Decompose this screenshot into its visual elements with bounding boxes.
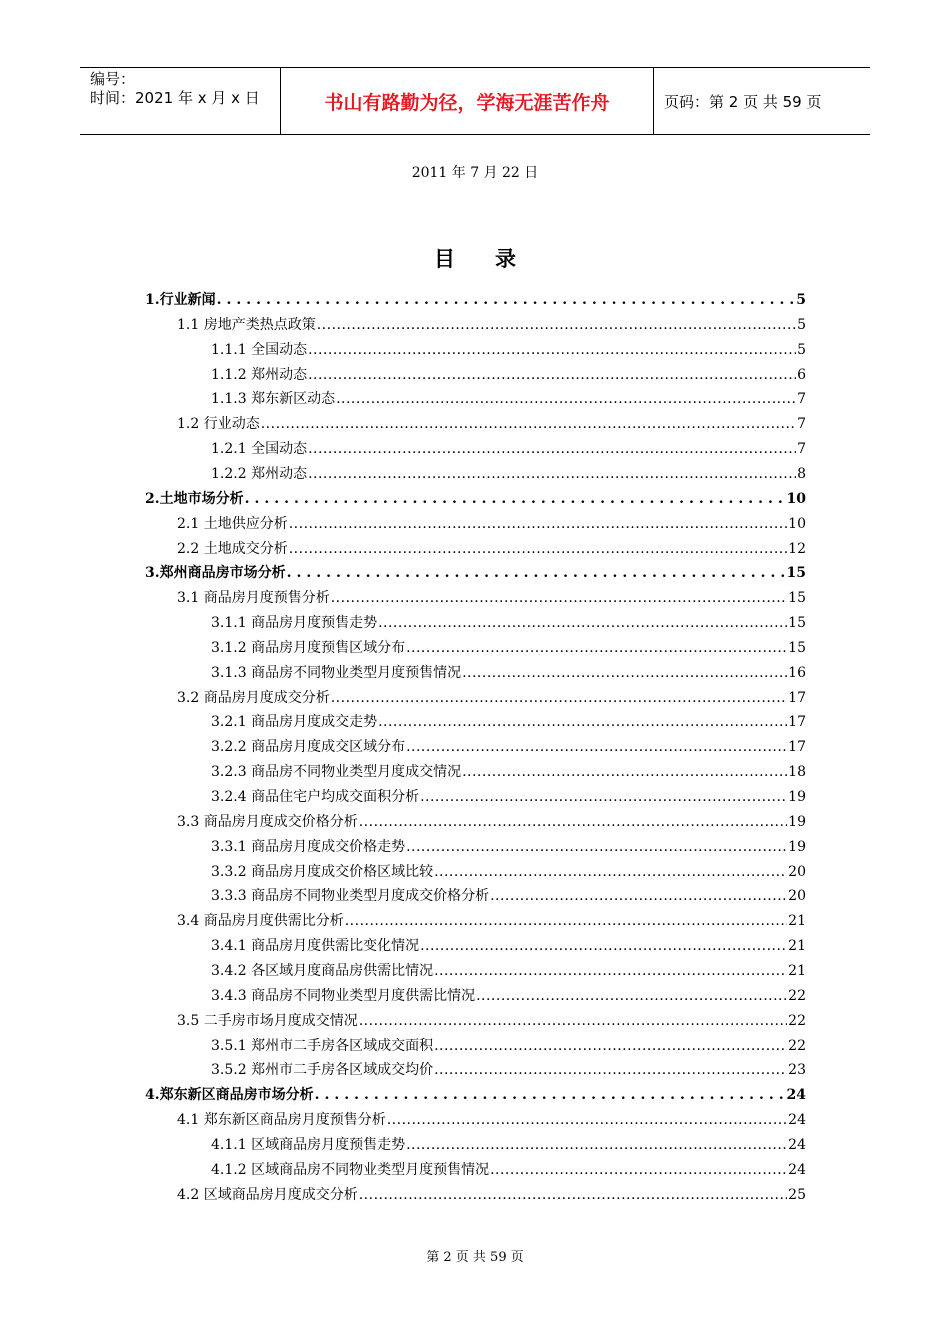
toc-entry-label: 3.5 二手房市场月度成交情况 (177, 1012, 358, 1029)
toc-entry[interactable] (211, 858, 806, 882)
toc-entry[interactable] (177, 684, 806, 708)
toc-entry[interactable] (211, 1032, 806, 1056)
toc-entry-label: 3.2.2 商品房月度成交区域分布 (211, 739, 406, 756)
toc-leader-dots (378, 712, 787, 732)
toc-entry-label: 1.2 行业动态 (177, 416, 260, 433)
toc-entry[interactable] (211, 982, 806, 1006)
toc-entry[interactable] (211, 460, 806, 484)
toc-entry-label: 3.3 商品房月度成交价格分析 (177, 813, 358, 830)
toc-entry-page: 15 (786, 565, 806, 582)
toc-entry-page: 22 (788, 1012, 806, 1029)
toc-entry-page: 17 (788, 689, 806, 706)
toc-entry-page: 5 (797, 341, 806, 358)
toc-entry-page: 7 (797, 391, 806, 408)
toc-entry-page: 15 (788, 615, 806, 632)
toc-leader-dots (308, 464, 796, 484)
toc-entry-label: 4.2 区域商品房月度成交分析 (177, 1186, 358, 1203)
toc-entry-label: 1.1 房地产类热点政策 (177, 316, 316, 333)
toc-entry-label: 3.1.2 商品房月度预售区域分布 (211, 639, 406, 656)
toc-entry-label: 3.5.1 郑州市二手房各区域成交面积 (211, 1037, 434, 1054)
toc-entry-label: 3.3.2 商品房月度成交价格区域比较 (211, 863, 434, 880)
toc-leader-dots (331, 588, 787, 608)
toc-entry-label: 3.4.2 各区域月度商品房供需比情况 (211, 962, 434, 979)
toc-entry[interactable] (211, 609, 806, 633)
toc-entry-label: 3.4.1 商品房月度供需比变化情况 (211, 938, 420, 955)
toc-leader-dots (434, 1060, 787, 1080)
toc-entry-page: 18 (788, 764, 806, 781)
toc-leader-dots (490, 1160, 787, 1180)
toc-leader-dots (434, 862, 787, 882)
toc-entry[interactable] (211, 932, 806, 956)
toc-entry-page: 20 (788, 888, 806, 905)
toc-entry-page: 23 (788, 1062, 806, 1079)
toc-title: 目录 (434, 246, 556, 271)
toc-leader-dots (359, 812, 787, 832)
toc-leader-dots (387, 1110, 787, 1130)
toc-entry[interactable] (177, 410, 806, 434)
toc-leader-dots (359, 1185, 787, 1205)
toc-leader-dots (287, 563, 786, 583)
toc-entry[interactable] (177, 510, 806, 534)
toc-entry-page: 20 (788, 863, 806, 880)
toc-entry-label: 3.4.3 商品房不同物业类型月度供需比情况 (211, 987, 476, 1004)
toc-entry[interactable] (211, 758, 806, 782)
toc-entry-page: 24 (788, 1136, 806, 1153)
toc-entry[interactable] (177, 584, 806, 608)
number-label: 编号： (90, 70, 136, 88)
toc-entry[interactable] (211, 833, 806, 857)
toc-entry-page: 5 (796, 292, 806, 308)
toc-entry-label: 3.2.3 商品房不同物业类型月度成交情况 (211, 764, 462, 781)
toc-entry-label: 3.1.1 商品房月度预售走势 (211, 615, 378, 632)
toc-entry[interactable] (145, 559, 806, 583)
toc-entry-label: 1.1.1 全国动态 (211, 341, 308, 358)
toc-entry[interactable] (177, 808, 806, 832)
toc-entry-page: 21 (788, 962, 806, 979)
toc-entry-label: 3.5.2 郑州市二手房各区域成交均价 (211, 1062, 434, 1079)
toc-entry-label: 1.行业新闻 (145, 292, 216, 308)
toc-entry-page: 7 (797, 441, 806, 458)
toc-entry-label: 3.2.1 商品房月度成交走势 (211, 714, 378, 731)
toc-entry-label: 3.3.3 商品房不同物业类型月度成交价格分析 (211, 888, 490, 905)
toc-entry-label: 1.2.2 郑州动态 (211, 465, 308, 482)
toc-entry[interactable] (211, 733, 806, 757)
toc-entry-page: 5 (797, 316, 806, 333)
toc-leader-dots (434, 961, 787, 981)
toc-entry[interactable] (145, 1081, 806, 1105)
page-footer: 第 2 页 共 59 页 (426, 1250, 524, 1265)
toc-entry-page: 19 (788, 813, 806, 830)
toc-leader-dots (490, 886, 787, 906)
toc-entry[interactable] (211, 385, 806, 409)
toc-entry[interactable] (211, 1131, 806, 1155)
toc-leader-dots (420, 936, 787, 956)
toc-entry-page: 16 (788, 664, 806, 681)
toc-entry-label: 3.2.4 商品住宅户均成交面积分析 (211, 789, 420, 805)
toc-entry-label: 2.2 土地成交分析 (177, 540, 288, 557)
toc-leader-dots (359, 1011, 787, 1031)
toc-entry[interactable] (211, 708, 806, 732)
toc-entry-label: 1.2.1 全国动态 (211, 441, 308, 458)
toc-entry[interactable] (211, 783, 806, 807)
toc-entry-page: 24 (786, 1087, 806, 1104)
toc-leader-dots (289, 514, 787, 534)
toc-entry-label: 3.2 商品房月度成交分析 (177, 689, 330, 706)
toc-entry[interactable] (145, 485, 806, 509)
toc-entry[interactable] (177, 1181, 806, 1205)
toc-entry-page: 10 (788, 515, 806, 532)
toc-leader-dots (378, 613, 787, 633)
toc-entry[interactable] (177, 1007, 806, 1031)
toc-leader-dots (406, 837, 787, 857)
toc-entry-page: 24 (788, 1161, 806, 1178)
toc-leader-dots (245, 489, 786, 509)
toc-entry-page: 8 (797, 465, 806, 482)
toc-entry[interactable] (211, 1156, 806, 1180)
toc-entry-label: 1.1.2 郑州动态 (211, 366, 308, 383)
toc-leader-dots (406, 1135, 787, 1155)
toc-entry[interactable] (177, 907, 806, 931)
toc-entry[interactable] (211, 634, 806, 658)
header-page-info: 页码：第 2 页 共 59 页 (664, 92, 822, 111)
toc-entry-label: 2.土地市场分析 (145, 490, 244, 507)
toc-entry-label: 4.1.1 区域商品房月度预售走势 (211, 1136, 406, 1153)
toc-entry-page: 21 (788, 938, 806, 955)
toc-leader-dots (315, 1085, 786, 1105)
toc-entry-page: 7 (797, 416, 806, 433)
toc-entry-page: 17 (788, 739, 806, 756)
toc-entry-label: 3.3.1 商品房月度成交价格走势 (211, 838, 406, 855)
toc-entry-page: 6 (797, 366, 806, 383)
toc-leader-dots (217, 290, 796, 310)
toc-entry[interactable] (177, 311, 806, 335)
document-date: 2011 年 7 月 22 日 (411, 165, 539, 181)
toc-entry-label: 4.郑东新区商品房市场分析 (145, 1087, 314, 1104)
time-label: 时间：2021 年 x 月 x 日 (90, 89, 260, 107)
toc-entry-label: 3.郑州商品房市场分析 (145, 565, 286, 582)
toc-entry-page: 19 (788, 838, 806, 855)
toc-leader-dots (308, 340, 796, 360)
toc-entry-label: 1.1.3 郑东新区动态 (211, 391, 336, 408)
toc-leader-dots (308, 439, 796, 459)
header-meta-cell (80, 68, 281, 134)
toc-leader-dots (420, 787, 787, 807)
toc-entry-label: 3.4 商品房月度供需比分析 (177, 913, 344, 930)
toc-entry[interactable] (211, 435, 806, 459)
toc-entry-page: 24 (788, 1112, 806, 1129)
toc-entry-label: 3.1.3 商品房不同物业类型月度预售情况 (211, 664, 462, 681)
toc-leader-dots (336, 389, 796, 409)
document-header (80, 67, 870, 135)
toc-entry[interactable] (145, 286, 806, 310)
toc-entry-page: 15 (788, 639, 806, 656)
toc-entry[interactable] (211, 659, 806, 683)
toc-entry[interactable] (177, 1106, 806, 1130)
toc-entry-page: 25 (788, 1186, 806, 1203)
toc-leader-dots (331, 688, 787, 708)
toc-entry[interactable] (211, 957, 806, 981)
toc-entry-page: 19 (788, 789, 806, 805)
toc-entry[interactable] (211, 336, 806, 360)
toc-entry-page: 17 (788, 714, 806, 731)
toc-leader-dots (434, 1036, 787, 1056)
toc-entry-page: 15 (788, 590, 806, 607)
toc-leader-dots (308, 365, 796, 385)
toc-leader-dots (476, 986, 787, 1006)
toc-entry[interactable] (177, 535, 806, 559)
header-motto: 书山有路勤为径，学海无涯苦作舟 (281, 68, 654, 134)
toc-leader-dots (406, 737, 787, 757)
toc-entry[interactable] (211, 882, 806, 906)
toc-leader-dots (289, 539, 787, 559)
toc-leader-dots (462, 663, 787, 683)
toc-leader-dots (261, 414, 796, 434)
toc-entry-label: 4.1.2 区域商品房不同物业类型月度预售情况 (211, 1161, 490, 1178)
toc-entry-page: 22 (788, 987, 806, 1004)
toc-leader-dots (317, 315, 796, 335)
toc-entry-label: 2.1 土地供应分析 (177, 515, 288, 532)
toc-entry-page: 22 (788, 1037, 806, 1054)
toc-entry[interactable] (211, 1056, 806, 1080)
toc-entry-label: 3.1 商品房月度预售分析 (177, 590, 330, 607)
toc-entry-page: 10 (786, 490, 806, 507)
toc-entry[interactable] (211, 361, 806, 385)
toc-leader-dots (462, 762, 787, 782)
toc-entry-page: 21 (788, 913, 806, 930)
toc-entry-page: 12 (788, 540, 806, 557)
toc-entry-label: 4.1 郑东新区商品房月度预售分析 (177, 1112, 386, 1129)
toc-leader-dots (406, 638, 787, 658)
toc-leader-dots (345, 911, 787, 931)
